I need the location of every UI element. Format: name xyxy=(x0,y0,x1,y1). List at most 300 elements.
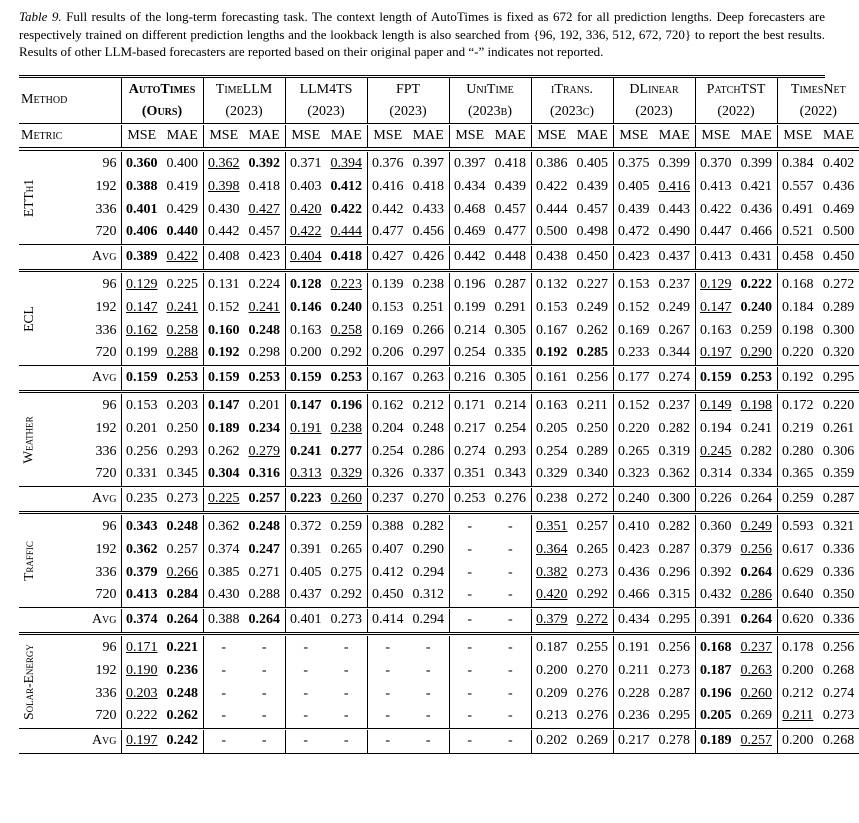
horizon-label: 96 xyxy=(102,518,117,534)
value-cell xyxy=(121,488,162,511)
value: 0.289 xyxy=(576,443,609,459)
value-cell xyxy=(121,198,162,221)
value-cell xyxy=(121,609,162,632)
dataset-label xyxy=(19,394,79,486)
value-cell xyxy=(285,659,326,682)
value: 0.391 xyxy=(700,612,732,628)
caption-text: Full results of the long-term forecasting task. The context length of AutoTimes is fixed as 672 for all prediction lengths. Deep forecasters are respectively trained on different prediction lengths and the lookback length is also searched from {96, 192, 336, 512, 672, 720} to report the best results. Results of other LLM-based forecasters are reported based on their original paper and “-” indicates not reported. xyxy=(19,9,825,59)
value: 0.253 xyxy=(454,491,486,507)
value-cell xyxy=(408,730,449,753)
value-cell xyxy=(654,440,695,463)
value: 0.241 xyxy=(166,299,198,315)
value: 0.458 xyxy=(782,249,814,265)
value: 0.254 xyxy=(372,443,404,459)
value: 0.273 xyxy=(822,708,855,724)
dataset-name: Traffic xyxy=(21,540,37,581)
value: 0.306 xyxy=(822,443,855,459)
value: 0.401 xyxy=(126,201,158,217)
value: 0.617 xyxy=(782,541,814,557)
value: 0.343 xyxy=(126,518,158,534)
value: 0.430 xyxy=(208,587,240,603)
value-cell xyxy=(449,221,490,244)
value: 0.261 xyxy=(822,420,855,436)
value-cell xyxy=(285,515,326,538)
value: 0.268 xyxy=(822,733,855,749)
value-cell xyxy=(531,609,572,632)
value-cell xyxy=(408,488,449,511)
value: 0.385 xyxy=(208,564,240,580)
value-cell xyxy=(572,463,613,486)
value: 0.336 xyxy=(822,564,855,580)
value-cell xyxy=(326,584,367,607)
value: 0.264 xyxy=(740,612,773,628)
value: 0.128 xyxy=(290,276,322,292)
model-name: TimesNet xyxy=(777,78,859,101)
value: 0.254 xyxy=(454,345,486,361)
value: 0.305 xyxy=(494,322,527,338)
value: - xyxy=(385,708,391,724)
value: 0.197 xyxy=(700,345,732,361)
value-cell xyxy=(244,659,285,682)
value-cell xyxy=(572,273,613,296)
mse-header: MSE xyxy=(613,125,654,147)
value: 0.200 xyxy=(536,662,568,678)
value-cell xyxy=(654,296,695,319)
value-cell xyxy=(367,417,408,440)
value-cell xyxy=(736,609,777,632)
value: - xyxy=(303,733,309,749)
value: 0.256 xyxy=(576,370,609,386)
value-cell xyxy=(326,296,367,319)
value-cell xyxy=(572,659,613,682)
value: 0.169 xyxy=(372,322,404,338)
value: 0.422 xyxy=(166,249,198,265)
horizon-label: 336 xyxy=(95,685,117,701)
value-cell xyxy=(777,584,818,607)
value-cell xyxy=(777,417,818,440)
value-cell xyxy=(121,342,162,365)
value-cell xyxy=(244,342,285,365)
value-cell xyxy=(613,538,654,561)
value: 0.413 xyxy=(700,178,732,194)
value: 0.438 xyxy=(536,249,568,265)
value-cell xyxy=(695,636,736,659)
value: 0.201 xyxy=(126,420,158,436)
value: 0.172 xyxy=(782,397,814,413)
value-cell xyxy=(121,394,162,417)
value: 0.434 xyxy=(454,178,486,194)
value-cell xyxy=(531,221,572,244)
value: 0.285 xyxy=(576,345,609,361)
value-cell xyxy=(695,463,736,486)
value: 0.433 xyxy=(412,201,445,217)
value-cell xyxy=(654,682,695,705)
table-row xyxy=(19,394,859,417)
model-name: LLM4TS xyxy=(285,78,367,101)
value: 0.392 xyxy=(248,155,280,171)
value-cell xyxy=(285,488,326,511)
mse-header: MSE xyxy=(121,125,162,147)
value-cell xyxy=(572,394,613,417)
value: 0.443 xyxy=(658,201,691,217)
value: 0.280 xyxy=(782,443,814,459)
value: - xyxy=(385,662,391,678)
value: - xyxy=(467,541,473,557)
value: 0.276 xyxy=(494,491,527,507)
table-row xyxy=(19,538,859,561)
value: 0.250 xyxy=(576,420,609,436)
value: 0.498 xyxy=(576,224,609,240)
value: 0.159 xyxy=(700,370,732,386)
value-cell xyxy=(408,198,449,221)
value-cell xyxy=(367,561,408,584)
value-cell xyxy=(449,296,490,319)
value: 0.190 xyxy=(126,662,158,678)
value: 0.422 xyxy=(290,224,322,240)
value-cell xyxy=(490,394,531,417)
value-cell xyxy=(818,609,859,632)
value: 0.271 xyxy=(248,564,280,580)
value-cell xyxy=(818,221,859,244)
value: 0.248 xyxy=(412,420,445,436)
value: 0.295 xyxy=(658,708,691,724)
value: 0.364 xyxy=(536,541,568,557)
value: 0.362 xyxy=(208,518,240,534)
value-cell xyxy=(367,319,408,342)
value-cell xyxy=(736,730,777,753)
value-cell xyxy=(408,394,449,417)
value-cell xyxy=(777,682,818,705)
value: 0.248 xyxy=(166,518,198,534)
value: 0.277 xyxy=(330,443,362,459)
value-cell xyxy=(367,175,408,198)
value-cell xyxy=(162,488,203,511)
value: 0.259 xyxy=(330,518,362,534)
value: 0.199 xyxy=(454,299,486,315)
value: 0.491 xyxy=(782,201,814,217)
value-cell xyxy=(572,730,613,753)
horizon-label: 720 xyxy=(95,587,117,603)
table-body xyxy=(19,78,859,755)
value-cell xyxy=(490,659,531,682)
value-cell xyxy=(654,198,695,221)
value-cell xyxy=(367,367,408,390)
value: 0.359 xyxy=(822,466,855,482)
value: 0.262 xyxy=(576,322,609,338)
value-cell xyxy=(203,417,244,440)
value-cell xyxy=(490,584,531,607)
value-cell xyxy=(654,367,695,390)
metric-label: Metric xyxy=(21,127,63,143)
value-cell xyxy=(408,636,449,659)
value: 0.273 xyxy=(166,491,198,507)
model-year: (2022) xyxy=(695,101,777,123)
value-cell xyxy=(777,198,818,221)
value: 0.399 xyxy=(658,155,691,171)
value: 0.237 xyxy=(658,397,691,413)
horizon-label: 192 xyxy=(95,662,117,678)
value: 0.422 xyxy=(330,201,362,217)
horizon-label: 336 xyxy=(95,443,117,459)
value-cell xyxy=(408,417,449,440)
value-cell xyxy=(613,394,654,417)
value-cell xyxy=(449,417,490,440)
value: 0.220 xyxy=(618,420,650,436)
value: 0.248 xyxy=(248,518,280,534)
value-cell xyxy=(531,417,572,440)
value-cell xyxy=(531,440,572,463)
value: 0.192 xyxy=(782,370,814,386)
avg-row xyxy=(19,488,859,511)
value-cell xyxy=(572,221,613,244)
value: 0.256 xyxy=(740,541,773,557)
value: 0.274 xyxy=(658,370,691,386)
model-year: (2023) xyxy=(613,101,695,123)
value-cell xyxy=(490,515,531,538)
value: 0.406 xyxy=(126,224,158,240)
value: 0.163 xyxy=(700,322,732,338)
value: 0.245 xyxy=(700,443,732,459)
mse-header: MSE xyxy=(695,125,736,147)
value: 0.287 xyxy=(658,541,691,557)
value: 0.227 xyxy=(576,276,609,292)
value: 0.189 xyxy=(700,733,732,749)
value-cell xyxy=(244,417,285,440)
value: 0.238 xyxy=(412,276,445,292)
value-cell xyxy=(777,730,818,753)
value: 0.129 xyxy=(700,276,732,292)
value: 0.240 xyxy=(330,299,362,315)
value-cell xyxy=(572,515,613,538)
mse-header: MSE xyxy=(285,125,326,147)
value: 0.201 xyxy=(248,397,280,413)
value: 0.320 xyxy=(822,345,855,361)
value-cell xyxy=(654,319,695,342)
value: 0.388 xyxy=(126,178,158,194)
value-cell xyxy=(449,246,490,269)
model-year: (2022) xyxy=(777,101,859,123)
value-cell xyxy=(326,705,367,728)
value: - xyxy=(507,662,513,678)
dataset-name: Solar-Energy xyxy=(21,643,36,720)
value-cell xyxy=(572,175,613,198)
value-cell xyxy=(695,246,736,269)
value-cell xyxy=(367,730,408,753)
value: 0.431 xyxy=(740,249,773,265)
value: - xyxy=(507,541,513,557)
value-cell xyxy=(695,538,736,561)
value-cell xyxy=(818,538,859,561)
value: 0.198 xyxy=(782,322,814,338)
value: 0.336 xyxy=(822,541,855,557)
value-cell xyxy=(326,609,367,632)
value-cell xyxy=(367,584,408,607)
value: 0.224 xyxy=(248,276,280,292)
value: 0.331 xyxy=(126,466,158,482)
value-cell xyxy=(777,515,818,538)
value-cell xyxy=(367,659,408,682)
value-cell xyxy=(777,367,818,390)
value-cell xyxy=(121,246,162,269)
value-cell xyxy=(490,538,531,561)
value-cell xyxy=(285,463,326,486)
value: 0.423 xyxy=(248,249,280,265)
value-cell xyxy=(367,488,408,511)
value-cell xyxy=(326,730,367,753)
value: 0.413 xyxy=(126,587,158,603)
value: 0.263 xyxy=(740,662,773,678)
value: 0.159 xyxy=(208,370,240,386)
value-cell xyxy=(449,538,490,561)
value-cell xyxy=(531,515,572,538)
value: 0.304 xyxy=(208,466,240,482)
horizon-label: 336 xyxy=(95,322,117,338)
model-year: (2023c) xyxy=(531,101,613,123)
value-cell xyxy=(490,488,531,511)
value-cell xyxy=(613,367,654,390)
value: 0.290 xyxy=(740,345,773,361)
value: 0.273 xyxy=(658,662,691,678)
value: 0.477 xyxy=(372,224,404,240)
value: 0.273 xyxy=(330,612,362,628)
value-cell xyxy=(654,538,695,561)
table-row xyxy=(19,198,859,221)
mse-header: MSE xyxy=(531,125,572,147)
value: 0.335 xyxy=(494,345,527,361)
value-cell xyxy=(449,440,490,463)
value-cell xyxy=(408,440,449,463)
value-cell xyxy=(244,488,285,511)
value: 0.256 xyxy=(126,443,158,459)
value: 0.294 xyxy=(412,612,445,628)
value: 0.469 xyxy=(822,201,855,217)
value-cell xyxy=(736,152,777,175)
value-cell xyxy=(162,463,203,486)
value: 0.407 xyxy=(372,541,404,557)
value: 0.437 xyxy=(658,249,691,265)
value-cell xyxy=(203,296,244,319)
value: 0.187 xyxy=(536,639,568,655)
value-cell xyxy=(244,152,285,175)
value: 0.225 xyxy=(166,276,198,292)
value: 0.226 xyxy=(700,491,732,507)
value: 0.316 xyxy=(248,466,280,482)
value: 0.235 xyxy=(126,491,158,507)
value-cell xyxy=(736,273,777,296)
value-cell xyxy=(654,221,695,244)
value-cell xyxy=(818,273,859,296)
value: 0.405 xyxy=(290,564,322,580)
avg-label: Avg xyxy=(91,491,117,507)
value-cell xyxy=(449,636,490,659)
value: 0.266 xyxy=(412,322,445,338)
value: 0.398 xyxy=(208,178,240,194)
value-cell xyxy=(408,705,449,728)
value: 0.292 xyxy=(330,587,362,603)
table-row xyxy=(19,221,859,244)
value: 0.448 xyxy=(494,249,527,265)
value: 0.257 xyxy=(248,491,280,507)
value: 0.211 xyxy=(782,708,814,724)
value: 0.427 xyxy=(372,249,404,265)
value-cell xyxy=(613,561,654,584)
value-cell xyxy=(449,175,490,198)
avg-row xyxy=(19,609,859,632)
value-cell xyxy=(285,561,326,584)
value: 0.146 xyxy=(290,299,322,315)
dataset-name-rotated xyxy=(19,273,39,365)
value: 0.251 xyxy=(412,299,445,315)
value-cell xyxy=(244,175,285,198)
value: 0.365 xyxy=(782,466,814,482)
value-cell xyxy=(408,319,449,342)
value-cell xyxy=(203,175,244,198)
value: 0.266 xyxy=(166,564,198,580)
value-cell xyxy=(367,538,408,561)
value: 0.436 xyxy=(740,201,773,217)
value-cell xyxy=(531,705,572,728)
value-cell xyxy=(613,221,654,244)
value: 0.238 xyxy=(536,491,568,507)
value: 0.314 xyxy=(700,466,732,482)
value: - xyxy=(507,685,513,701)
value: 0.500 xyxy=(536,224,568,240)
value-cell xyxy=(449,198,490,221)
value: 0.288 xyxy=(166,345,198,361)
value: 0.313 xyxy=(290,466,322,482)
value-cell xyxy=(121,440,162,463)
value-cell xyxy=(244,636,285,659)
value: 0.423 xyxy=(618,541,650,557)
value: 0.220 xyxy=(822,397,855,413)
value: 0.466 xyxy=(618,587,650,603)
value-cell xyxy=(613,417,654,440)
value: 0.404 xyxy=(290,249,322,265)
value: 0.153 xyxy=(372,299,404,315)
value-cell xyxy=(736,198,777,221)
value-cell xyxy=(162,561,203,584)
value-cell xyxy=(777,488,818,511)
value-cell xyxy=(244,440,285,463)
value: 0.640 xyxy=(782,587,814,603)
table-row xyxy=(19,463,859,486)
value: 0.287 xyxy=(658,685,691,701)
mae-header: MAE xyxy=(740,127,772,143)
mae-header: MAE xyxy=(330,127,362,143)
value-cell xyxy=(203,609,244,632)
value: 0.294 xyxy=(412,564,445,580)
value-cell xyxy=(777,659,818,682)
value-cell xyxy=(613,440,654,463)
value: 0.439 xyxy=(618,201,650,217)
value-cell xyxy=(736,296,777,319)
value: 0.418 xyxy=(330,249,362,265)
value-cell xyxy=(490,273,531,296)
value: 0.178 xyxy=(782,639,814,655)
value: 0.237 xyxy=(740,639,773,655)
value-cell xyxy=(572,636,613,659)
value: 0.290 xyxy=(412,541,445,557)
value-cell xyxy=(654,636,695,659)
value-cell xyxy=(326,488,367,511)
value-cell xyxy=(490,705,531,728)
value: - xyxy=(261,639,267,655)
horizon-label: 336 xyxy=(95,201,117,217)
value: 0.197 xyxy=(126,733,158,749)
value: 0.254 xyxy=(494,420,527,436)
value: 0.242 xyxy=(166,733,198,749)
value-cell xyxy=(654,246,695,269)
